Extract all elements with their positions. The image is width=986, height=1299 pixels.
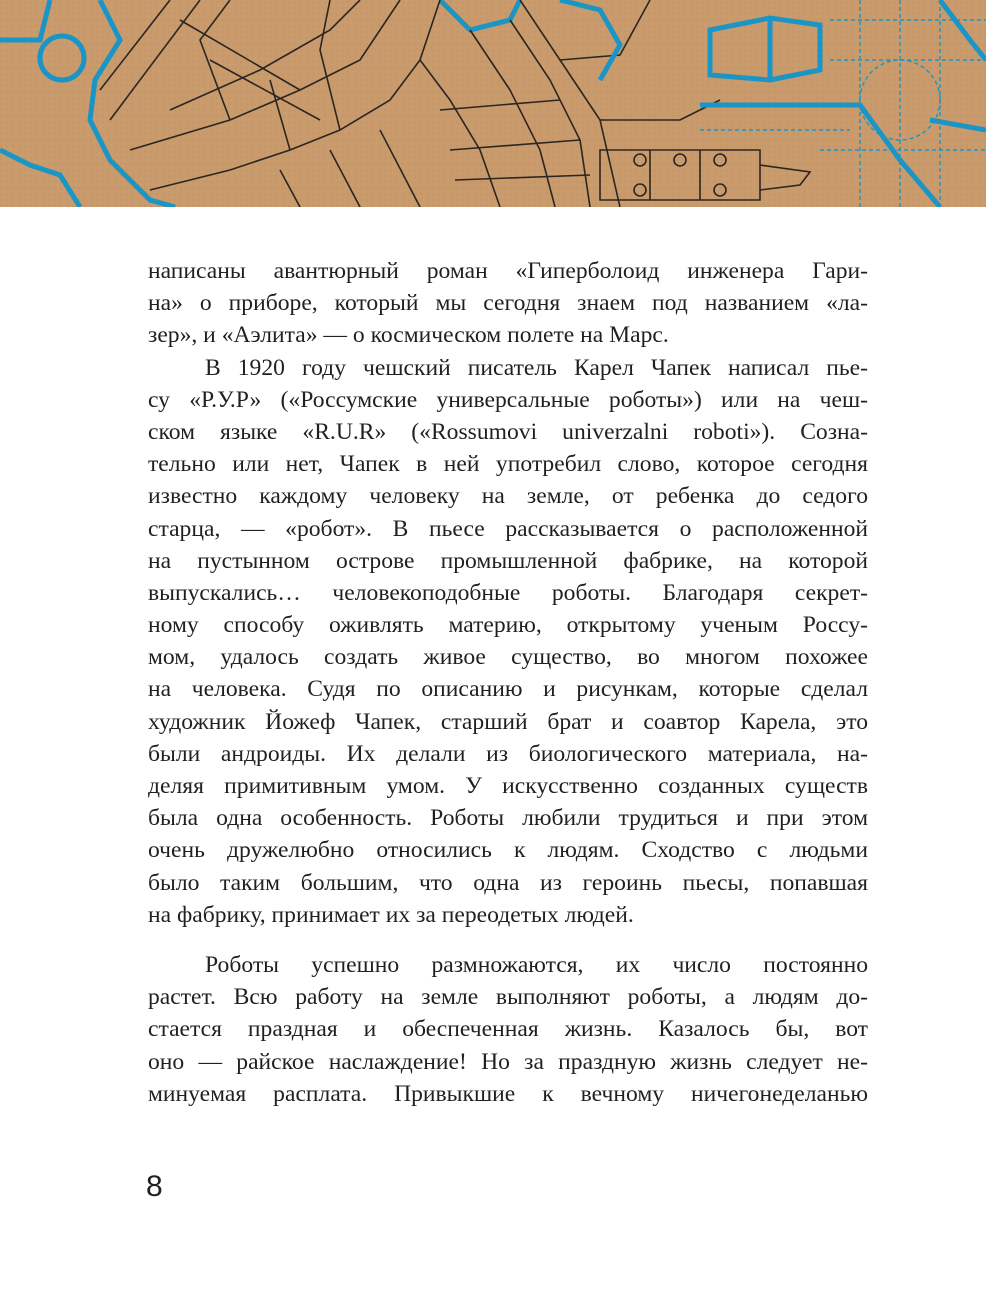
text-line: деляя примитивным умом. У искусственно созданных существ xyxy=(148,773,868,799)
paragraph xyxy=(148,352,868,931)
text-line: зер», и «Аэлита» — о космическом полете на Марс. xyxy=(148,322,669,349)
text-line: написаны авантюрный роман «Гиперболоид инженера Гари- xyxy=(148,258,868,284)
text-line: старца, — «робот». В пьесе рассказывается о расположенной xyxy=(148,515,868,542)
text-line: на человека. Судя по описанию и рисункам, которые сделал xyxy=(148,676,868,703)
text-line: были андроиды. Их делали из биологического материала, на- xyxy=(148,740,868,767)
paragraph xyxy=(148,949,868,1110)
text-line: известно каждому человеку на земле, от ребенка до седого xyxy=(148,483,868,510)
paragraph-gap xyxy=(148,931,868,949)
text-line: выпускались… человекоподобные роботы. Благодаря секрет- xyxy=(148,579,868,606)
text-line: растет. Всю работу на земле выполняют роботы, а людям до- xyxy=(148,984,868,1011)
text-line: мом, удалось создать живое существо, во многом похожее xyxy=(148,644,868,671)
header-illustration xyxy=(0,0,986,207)
text-line: оно — райское наслаждение! Но за праздную жизнь следует не- xyxy=(148,1048,868,1075)
text-line: минуемая расплата. Привыкшие к вечному ничегонеделанью xyxy=(148,1080,868,1107)
text-line: очень дружелюбно относились к людям. Сходство с людьми xyxy=(148,837,868,864)
text-line: ском языке «R.U.R» («Rossumovi univerzalni roboti»). Созна- xyxy=(148,418,868,445)
text-line: на пустынном острове промышленной фабрике, на которой xyxy=(148,547,868,574)
text-line: художник Йожеф Чапек, старший брат и соавтор Карела, это xyxy=(148,708,868,735)
page-number: 8 xyxy=(146,1170,163,1203)
text-line: В 1920 году чешский писатель Карел Чапек написал пье- xyxy=(205,354,868,381)
text-line: тельно или нет, Чапек в ней употребил слово, которое сегодня xyxy=(148,451,868,478)
text-line: стается праздная и обеспеченная жизнь. Казалось бы, вот xyxy=(148,1016,868,1043)
text-line: на фабрику, принимает их за переодетых людей. xyxy=(148,901,634,928)
text-line: су «Р.У.Р» («Россумские универсальные роботы») или на чеш- xyxy=(148,386,868,413)
body-text xyxy=(148,255,868,1110)
paragraph xyxy=(148,255,868,352)
text-line: было таким большим, что одна из героинь пьесы, попавшая xyxy=(148,869,868,896)
text-line: ному способу оживлять материю, открытому ученым Россу- xyxy=(148,612,868,639)
text-line: Роботы успешно размножаются, их число постоянно xyxy=(205,951,868,978)
robot-blueprint-drawing xyxy=(0,0,986,207)
text-line: на» о приборе, который мы сегодня знаем под названием «ла- xyxy=(148,290,868,317)
text-line: была одна особенность. Роботы любили трудиться и при этом xyxy=(148,805,868,832)
